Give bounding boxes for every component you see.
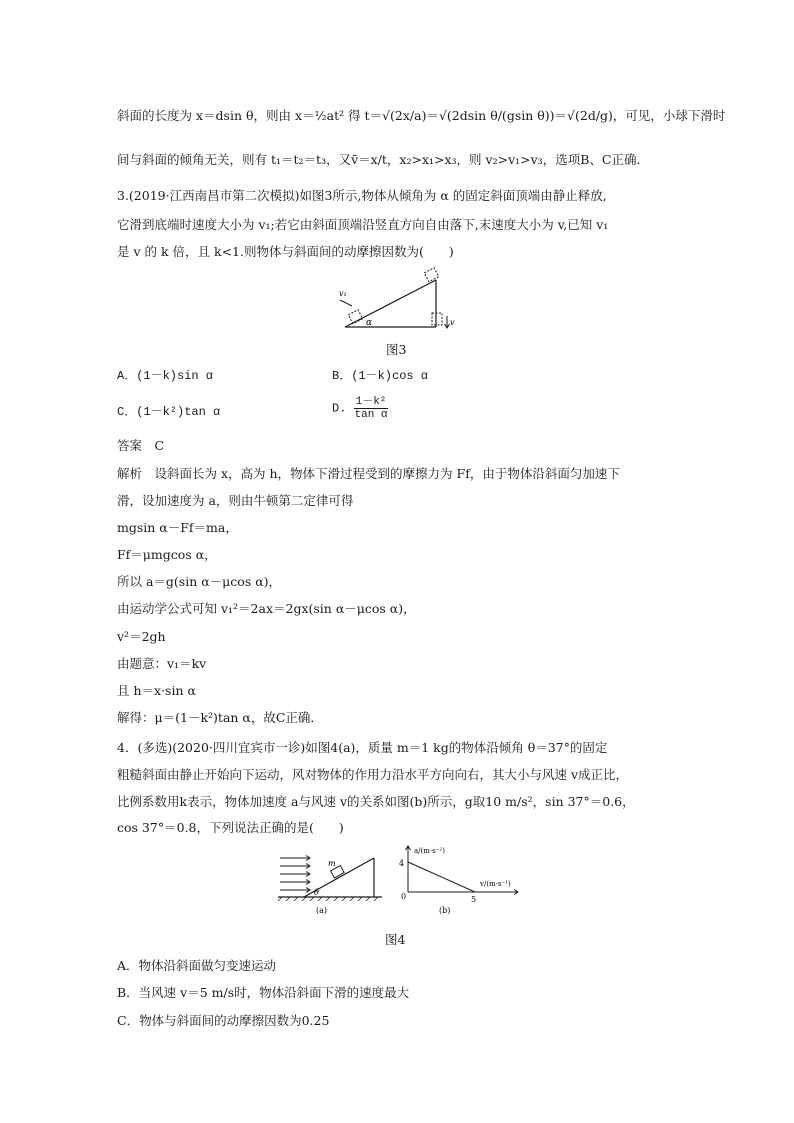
analysis-line-2: mgsin α－Ff＝ma， — [117, 520, 238, 535]
q3-option-d — [332, 396, 388, 421]
q4-line-4: cos 37°＝0.8，下列说法正确的是( ) — [117, 820, 344, 835]
analysis-line-9: 解得：μ＝(1－k²)tan α，故C正确． — [117, 710, 323, 725]
analysis-line-3: Ff＝μmgcos α， — [117, 547, 217, 562]
analysis-line-8: 且 h＝x·sin α — [117, 683, 196, 698]
figure-4a-label: (a) — [316, 906, 328, 915]
x-tick-label: 5 — [471, 895, 477, 904]
q3-option-d-numerator: 1－k² — [355, 396, 387, 408]
analysis-line-1: 滑，设加速度为 a，则由牛顿第二定律可得 — [117, 493, 354, 508]
incline-slope — [345, 280, 436, 327]
analysis-line-0: 解析 设斜面长为 x，高为 h，物体下滑过程受到的摩擦力为 Ff，由于物体沿斜面匀加速下 — [117, 466, 620, 481]
q3-answer: 答案 C — [117, 438, 165, 453]
figure-4b-label: (b) — [439, 906, 451, 915]
figure-3-caption: 图3 — [386, 342, 407, 357]
analysis-line-4: 所以 a＝g(sin α－μcos α)， — [117, 574, 282, 589]
analysis-line-7: 由题意：v₁＝kv — [117, 656, 207, 671]
y-tick-label: 4 — [399, 859, 405, 868]
theta-label: θ — [314, 888, 319, 897]
q4-option-a: A．物体沿斜面做匀变速运动 — [117, 958, 277, 973]
block-falling — [432, 313, 442, 325]
v1-label: v₁ — [339, 289, 347, 298]
intro-line-2: 间与斜面的倾角无关，则有 t₁＝t₂＝t₃，又v̄＝x/t，x₂>x₁>x₃，则 v₂>v₁>v₃，选项B、C正确． — [117, 152, 649, 167]
analysis-line-5: 由运动学公式可知 v₁²＝2ax＝2gx(sin α－μcos α)， — [117, 601, 416, 616]
intro-line-1: 斜面的长度为 x＝dsin θ，则由 x＝½at² 得 t＝√(2x/a)＝√(2dsin θ/(gsin θ))＝√(2d/g)，可见，小球下滑时 — [117, 108, 726, 123]
wind-arrows — [280, 856, 310, 893]
v-label: v — [450, 318, 455, 327]
y-axis-label: a/(m·s⁻²) — [414, 847, 445, 855]
q3-option-d-denominator: tan α — [354, 409, 388, 421]
block-top — [424, 268, 438, 282]
q3-option-b: B．(1－k)cos α — [332, 369, 429, 383]
x-axis-label: v/(m·s⁻¹) — [480, 880, 511, 888]
q3-option-c: C．(1－k²)tan α — [117, 405, 221, 419]
q3-line-1: 3.(2019·江西南昌市第二次模拟)如图3所示,物体从倾角为 α 的固定斜面顶端由静止释放, — [117, 188, 607, 203]
figure-4a-incline-wind — [274, 850, 386, 918]
v1-arrow — [340, 300, 352, 306]
figure-3-incline — [330, 266, 460, 334]
q3-option-d-prefix: D. — [332, 401, 347, 416]
a-v-series-line — [408, 862, 475, 892]
q4-option-b: B．当风速 v＝5 m/s时，物体沿斜面下滑的速度最大 — [117, 985, 410, 1000]
q3-line-3: 是 v 的 k 倍，且 k<1.则物体与斜面间的动摩擦因数为( ) — [117, 244, 454, 259]
q3-option-a: A．(1－k)sin α — [117, 369, 214, 383]
figure-4-caption: 图4 — [385, 932, 406, 947]
figure-4b-chart — [396, 842, 526, 918]
q3-line-2: 它滑到底端时速度大小为 v₁;若它由斜面顶端沿竖直方向自由落下,末速度大小为 v,已知 v₁ — [117, 217, 609, 232]
analysis-line-6: v²＝2gh — [117, 629, 166, 644]
q4-line-2: 粗糙斜面由静止开始向下运动，风对物体的作用力沿水平方向向右，其大小与风速 v成正比， — [117, 767, 629, 782]
q4-line-1: 4．(多选)(2020·四川宜宾市一诊)如图4(a)，质量 m＝1 kg的物体沿倾角 θ＝37°的固定 — [117, 740, 608, 755]
mass-label: m — [328, 859, 336, 868]
q3-option-d-fraction — [354, 396, 389, 421]
alpha-label: α — [366, 318, 373, 328]
q4-option-c: C．物体与斜面间的动摩擦因数为0.25 — [117, 1013, 330, 1028]
origin-label: 0 — [401, 892, 407, 901]
q4-line-3: 比例系数用k表示，物体加速度 a与风速 v的关系如图(b)所示，g取10 m/s²，sin 37°＝0.6， — [117, 794, 635, 809]
